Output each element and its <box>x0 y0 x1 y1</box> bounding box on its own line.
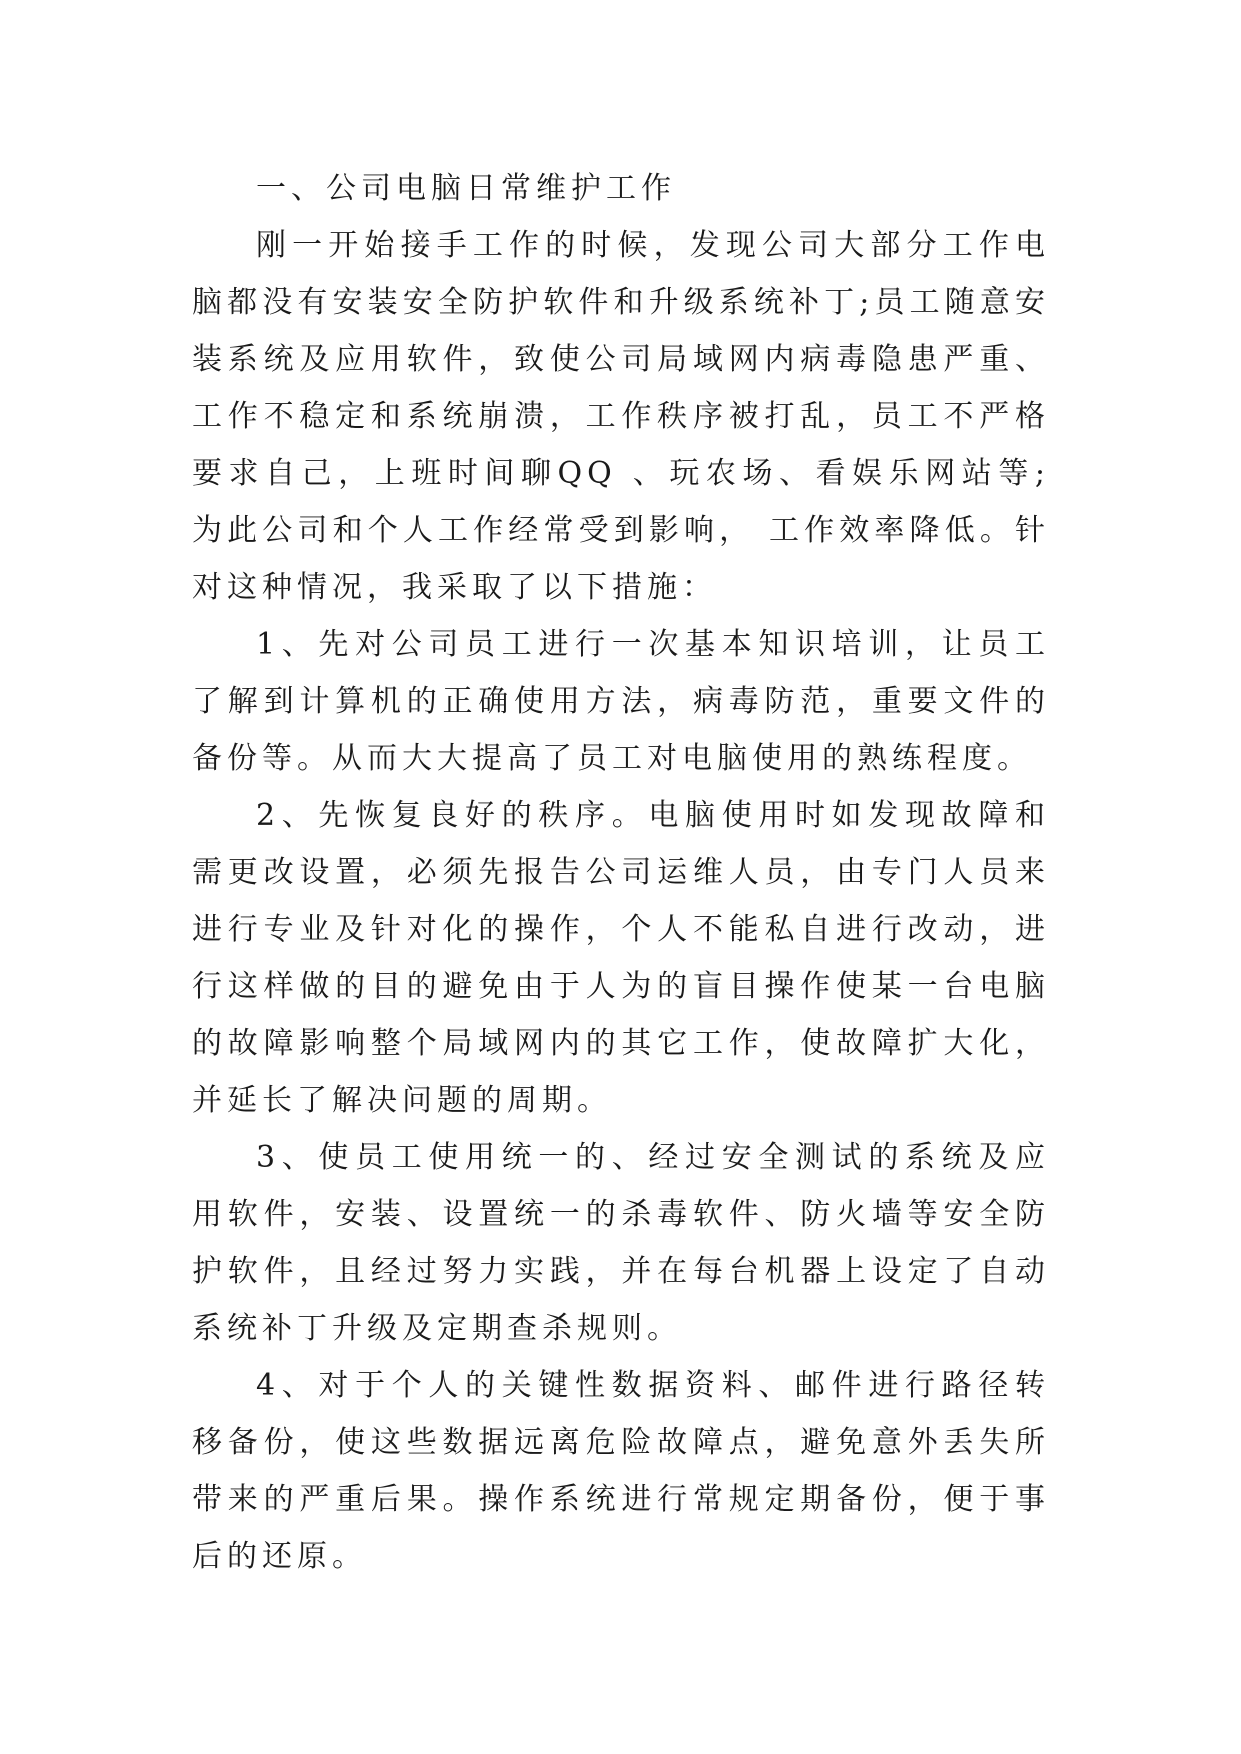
intro-paragraph: 刚一开始接手工作的时候，发现公司大部分工作电脑都没有安装安全防护软件和升级系统补丁;员工随意安装系统及应用软件，致使公司局域网内病毒隐患严重、工作不稳定和系统崩溃，工作秩序被打乱，员工不严格要求自己，上班时间聊QQ 、玩农场、看娱乐网站等;为此公司和个人工作经常受到影响， 工作效率降低。针对这种情况，我采取了以下措施： <box>192 228 1050 605</box>
measure-4-paragraph: 4、对于个人的关键性数据资料、邮件进行路径转移备份，使这些数据远离危险故障点，避免意外丢失所带来的严重后果。操作系统进行常规定期备份，便于事后的还原。 <box>192 1368 1050 1574</box>
document-body <box>192 160 1050 1585</box>
measure-2-paragraph: 2、先恢复良好的秩序。电脑使用时如发现故障和需更改设置，必须先报告公司运维人员，由专门人员来进行专业及针对化的操作，个人不能私自进行改动，进行这样做的目的避免由于人为的盲目操作使某一台电脑的故障影响整个局域网内的其它工作，使故障扩大化，并延长了解决问题的周期。 <box>192 798 1050 1118</box>
measure-3-paragraph: 3、使员工使用统一的、经过安全测试的系统及应用软件，安装、设置统一的杀毒软件、防火墙等安全防护软件，且经过努力实践，并在每台机器上设定了自动系统补丁升级及定期查杀规则。 <box>192 1140 1050 1346</box>
measure-1-paragraph: 1、先对公司员工进行一次基本知识培训，让员工了解到计算机的正确使用方法，病毒防范，重要文件的备份等。从而大大提高了员工对电脑使用的熟练程度。 <box>192 627 1050 776</box>
section-heading: 一、公司电脑日常维护工作 <box>256 171 676 206</box>
